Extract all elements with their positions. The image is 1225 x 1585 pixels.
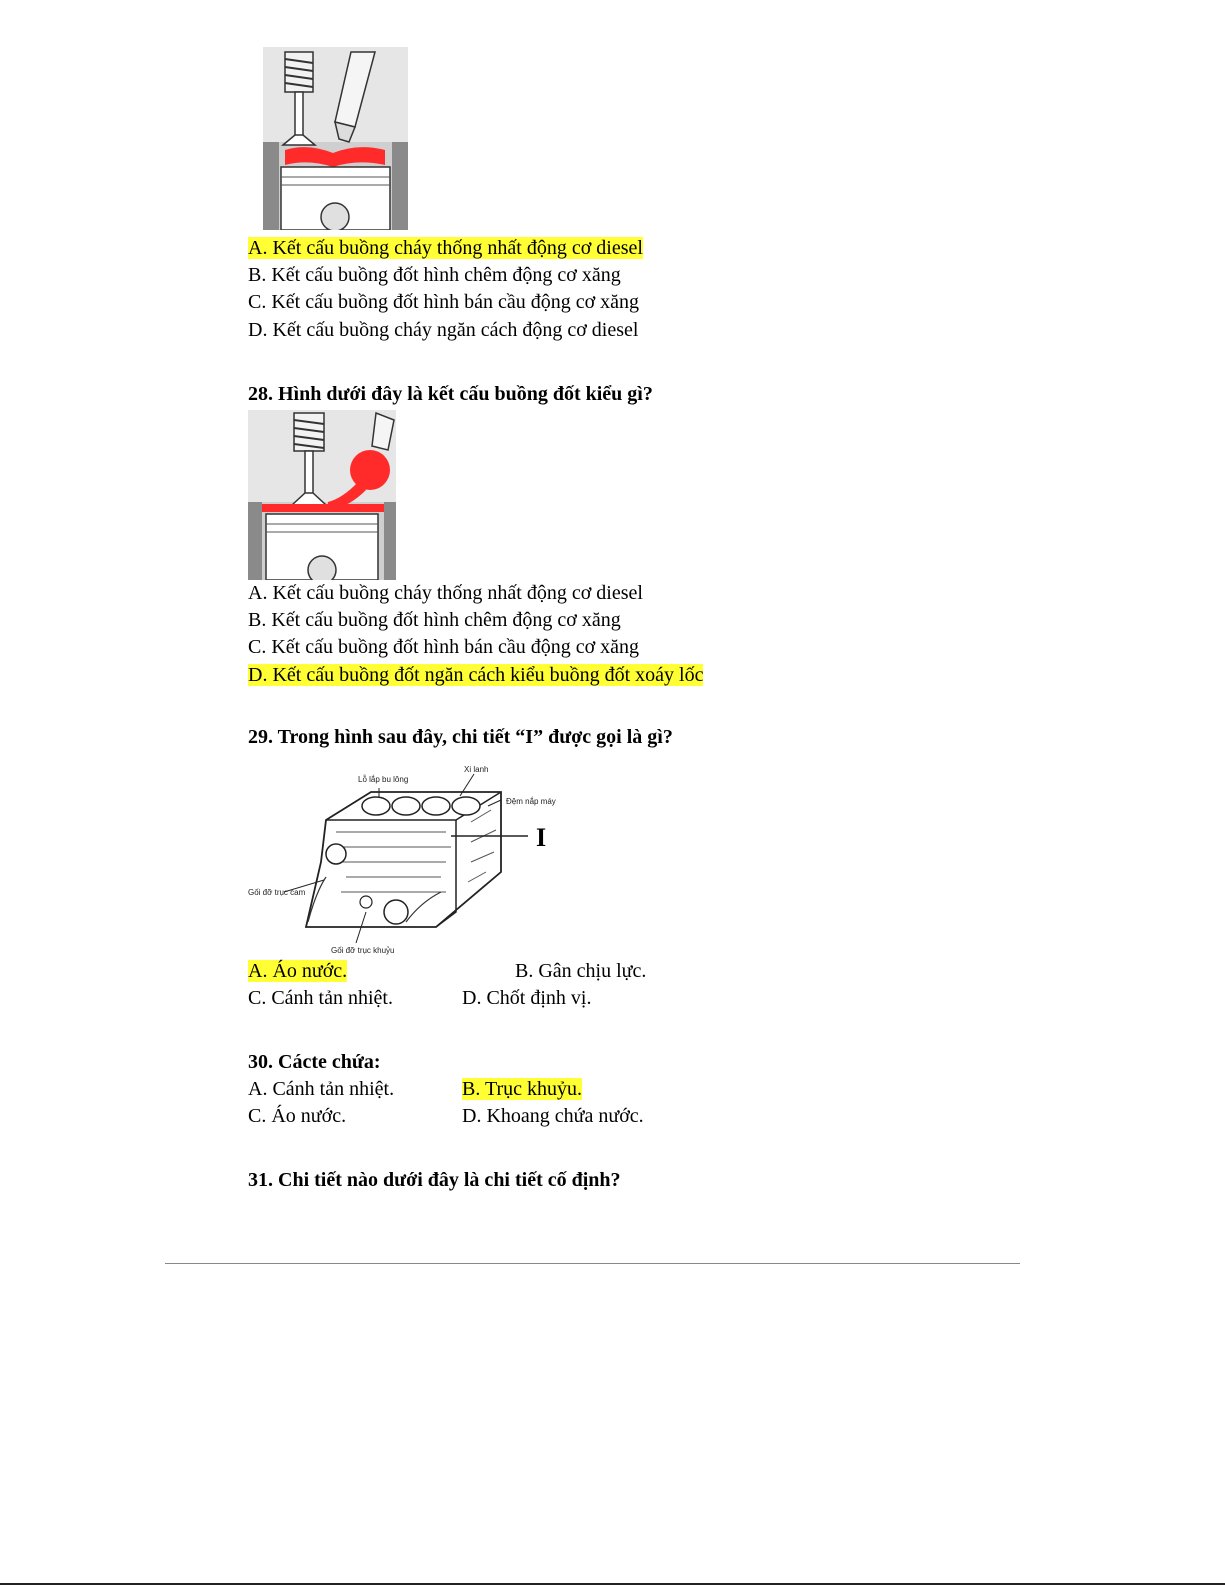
q29-option-a[interactable]: [248, 959, 347, 983]
q27-option-a[interactable]: [248, 236, 643, 260]
q28-option-c[interactable]: C. Kết cấu buồng đốt hình bán cầu động cơ xăng: [248, 636, 640, 658]
q29-option-d[interactable]: D. Chốt định vị.: [462, 987, 592, 1009]
q30-option-a[interactable]: A. Cánh tản nhiệt.: [248, 1078, 395, 1100]
q27-option-c[interactable]: C. Kết cấu buồng đốt hình bán cầu động cơ xăng: [248, 291, 640, 313]
q29-option-c[interactable]: C. Cánh tản nhiệt.: [248, 987, 393, 1009]
footer-divider: [165, 1263, 1020, 1264]
label-goi-do-truc-cam: Gối đỡ trục cam: [248, 888, 306, 897]
label-goi-do-truc-khuyu: Gối đỡ trục khuỷu: [331, 946, 395, 955]
q30-question: 30. Cácte chứa:: [248, 1051, 381, 1073]
figure-q29-drawing: [246, 762, 566, 960]
q28-option-d[interactable]: [248, 663, 703, 687]
q31-question: 31. Chi tiết nào dưới đây là chi tiết cố định?: [248, 1169, 621, 1191]
q28-option-a[interactable]: A. Kết cấu buồng cháy thống nhất động cơ diesel: [248, 582, 643, 604]
q28-question: 28. Hình dưới đây là kết cấu buồng đốt kiểu gì?: [248, 383, 653, 405]
q27-option-d[interactable]: D. Kết cấu buồng cháy ngăn cách động cơ diesel: [248, 319, 639, 341]
label-dem-nap-may: Đệm nắp máy: [506, 797, 556, 806]
figure-q29-engine-block: [246, 762, 566, 960]
label-xi-lanh: Xi lanh: [464, 765, 489, 774]
q30-option-b[interactable]: [462, 1077, 582, 1101]
swirl-flame-shape: [350, 450, 390, 490]
figure-q27-combustion-chamber: [263, 47, 408, 230]
q27-option-b[interactable]: B. Kết cấu buồng đốt hình chêm động cơ xăng: [248, 264, 621, 286]
figure-q27-drawing: [263, 47, 408, 230]
q30-option-d[interactable]: D. Khoang chứa nước.: [462, 1105, 644, 1127]
q27-option-a-text: A. Kết cấu buồng cháy thống nhất động cơ diesel: [248, 237, 643, 259]
q29-option-b[interactable]: B. Gân chịu lực.: [515, 960, 647, 982]
q29-option-a-text: A. Áo nước.: [248, 960, 348, 982]
q29-question: 29. Trong hình sau đây, chi tiết “I” được gọi là gì?: [248, 726, 673, 748]
label-marker-i: I: [536, 823, 547, 852]
figure-q28-drawing: [248, 410, 396, 580]
figure-q28-swirl-chamber: [248, 410, 396, 580]
q30-option-b-text: B. Trục khuỷu.: [462, 1078, 583, 1100]
q28-option-d-text: D. Kết cấu buồng đốt ngăn cách kiểu buồng đốt xoáy lốc: [248, 664, 704, 686]
q28-option-b[interactable]: B. Kết cấu buồng đốt hình chêm động cơ xăng: [248, 609, 621, 631]
q30-option-c[interactable]: C. Áo nước.: [248, 1105, 347, 1127]
label-lo-lap-bu-long: Lỗ lắp bu lông: [358, 775, 409, 784]
